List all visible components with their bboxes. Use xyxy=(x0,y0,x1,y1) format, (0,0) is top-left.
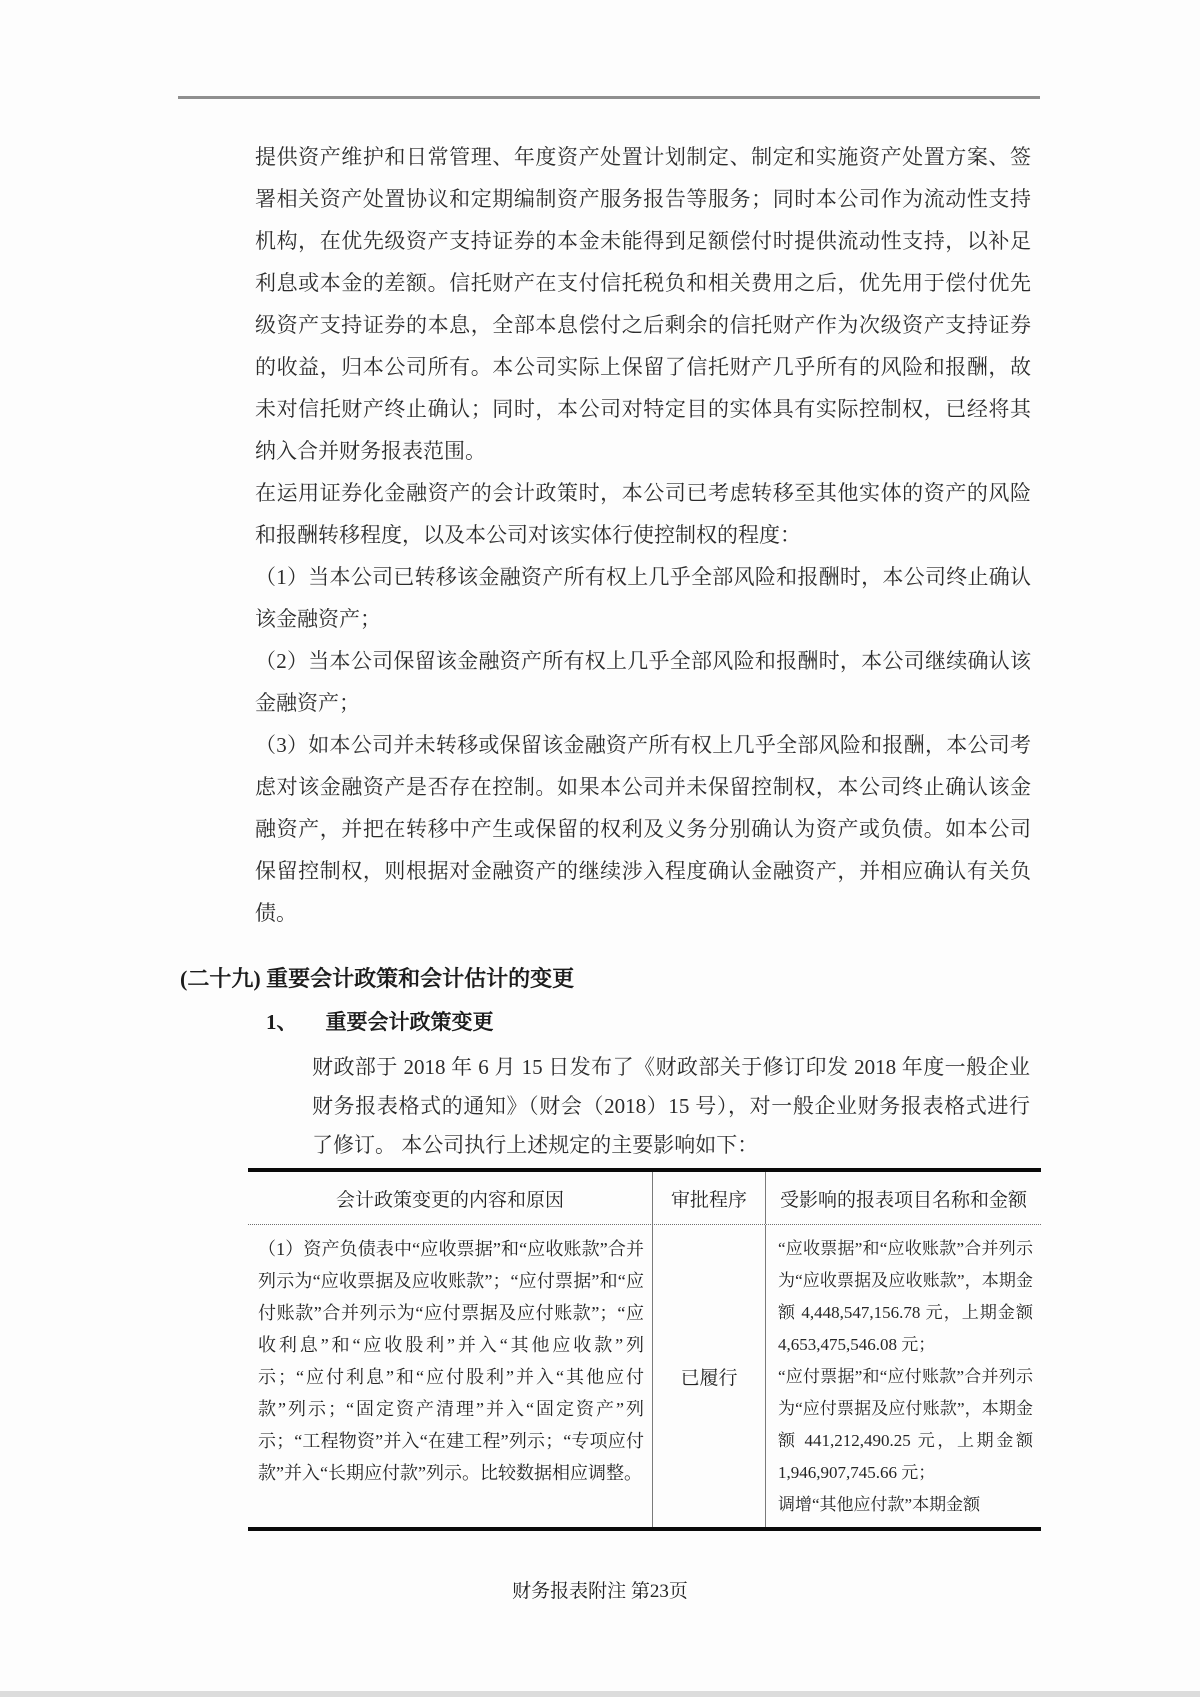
footer-text: 财务报表附注 第23页 xyxy=(512,1581,688,1602)
affected-paragraph-3: 调增“其他应付款”本期金额 xyxy=(778,1495,981,1514)
scan-bottom-edge xyxy=(0,1691,1200,1697)
body-text-block xyxy=(255,136,1031,934)
table-header-row xyxy=(248,1172,1041,1225)
list-item-2: （2）当本公司保留该金融资产所有权上几乎全部风险和报酬时，本公司继续确认该金融资产； xyxy=(255,649,1031,715)
page-header-rule xyxy=(178,96,1040,99)
affected-paragraph-2: “应付票据”和“应付账款”合并列示为“应付票据及应付账款”，本期金额 441,212,490.25 元，上期金额 1,946,907,745.66 元； xyxy=(778,1367,1033,1482)
page-footer xyxy=(0,1576,1200,1603)
header-cell-approval: 审批程序 xyxy=(652,1172,766,1224)
affected-paragraph-1: “应收票据”和“应收账款”合并列示为“应收票据及应收账款”，本期金额 4,448,547,156.78 元，上期金额 4,653,475,546.08 元； xyxy=(778,1239,1033,1354)
table-body-row xyxy=(248,1225,1041,1527)
paragraph-securitization-policy: 在运用证券化金融资产的会计政策时，本公司已考虑转移至其他实体的资产的风险和报酬转移程度，以及本公司对该实体行使控制权的程度： xyxy=(255,481,1031,547)
policy-change-table xyxy=(248,1168,1041,1531)
list-item-3: （3）如本公司并未转移或保留该金融资产所有权上几乎全部风险和报酬，本公司考虑对该金融资产是否存在控制。如果本公司并未保留控制权，本公司终止确认该金融资产，并把在转移中产生或保留的权利及义务分别确认为资产或负债。如本公司保留控制权，则根据对金融资产的继续涉入程度确认金融资产，并相应确认有关负债。 xyxy=(255,733,1031,925)
list-item-1: （1）当本公司已转移该金融资产所有权上几乎全部风险和报酬时，本公司终止确认该金融资产； xyxy=(255,565,1031,631)
paragraph-asset-services: 提供资产维护和日常管理、年度资产处置计划制定、制定和实施资产处置方案、签署相关资产处置协议和定期编制资产服务报告等服务；同时本公司作为流动性支持机构，在优先级资产支持证券的本金未能得到足额偿付时提供流动性支持，以补足利息或本金的差额。信托财产在支付信托税负和相关费用之后，优先用于偿付优先级资产支持证券的本息，全部本息偿付之后剩余的信托财产作为次级资产支持证券的收益，归本公司所有。本公司实际上保留了信托财产几乎所有的风险和报酬，故未对信托财产终止确认；同时，本公司对特定目的实体具有实际控制权，已经将其纳入合并财务报表范围。 xyxy=(255,145,1031,463)
subsection-number: 1、 xyxy=(266,1010,298,1034)
header-cell-content-reason: 会计政策变更的内容和原因 xyxy=(335,1189,564,1211)
intro-paragraph: 财政部于 2018 年 6 月 15 日发布了《财政部关于修订印发 2018 年度一般企业财务报表格式的通知》（财会（2018）15 号），对一般企业财务报表格式进行了修订。 本公司执行上述规定的主要影响如下： xyxy=(312,1055,1030,1157)
section-heading: (二十九) 重要会计政策和会计估计的变更 xyxy=(180,966,575,991)
header-cell-affected-items: 受影响的报表项目名称和金额 xyxy=(779,1189,1027,1211)
subsection-heading xyxy=(266,1006,494,1036)
cell-approval-status xyxy=(652,1225,766,1527)
cell-change-content: （1）资产负债表中“应收票据”和“应收账款”合并列示为“应收票据及应收账款”；“应付票据”和“应付账款”合并列示为“应付票据及应付账款”；“应收利息”和“应收股利”并入“其他应收款”列示；“应付利息”和“应付股利”并入“其他应付款”列示；“固定资产清理”并入“固定资产”列示；“工程物资”并入“在建工程”列示；“专项应付款”并入“长期应付款”列示。比较数据相应调整。 xyxy=(258,1239,644,1483)
cell-affected-items xyxy=(766,1225,1041,1527)
approval-status-text: 已履行 xyxy=(680,1367,738,1389)
subsection-title: 重要会计政策变更 xyxy=(325,1010,494,1034)
